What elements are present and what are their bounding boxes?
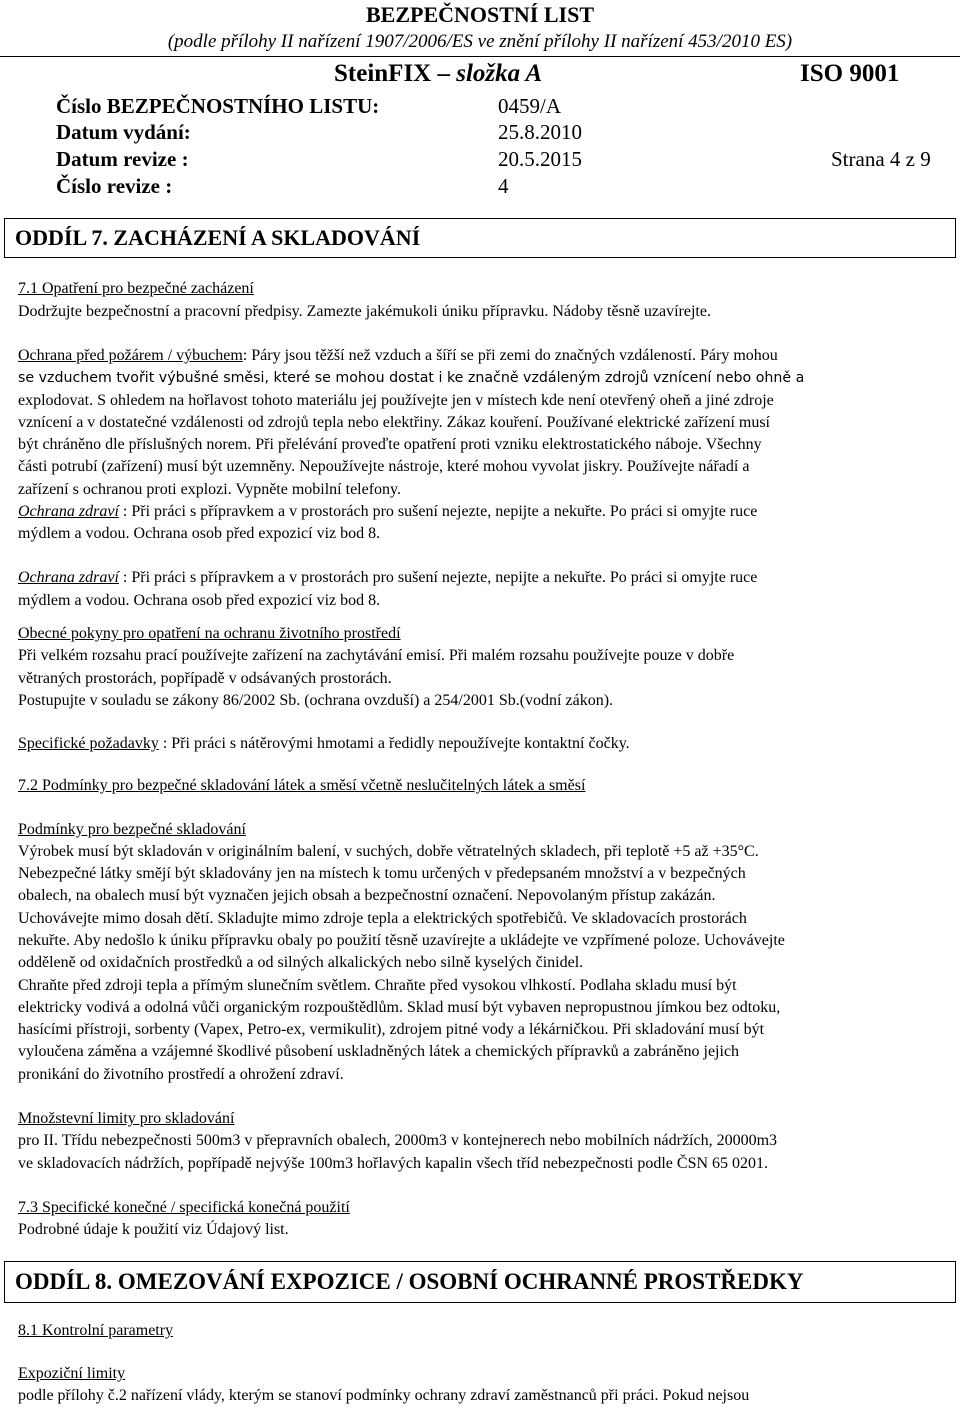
document-title: BEZPEČNOSTNÍ LIST xyxy=(365,2,595,27)
storage-line-10: vyloučena záměna a vzájemné škodlivé působení uskladněných látek a chemických přípravků a zabráněno jejich xyxy=(18,1043,740,1060)
fire-protection-line-5: být chráněno dle příslušných norem. Při přelévání proveďte opatření proti vzniku elektrostatického náboje. Všechny xyxy=(18,436,762,453)
health-protection-label: Ochrana zdraví xyxy=(18,503,119,520)
fire-protection-line-1: Ochrana před požárem / výbuchem: Páry jsou těžší než vzduch a šíří se při zemi do značných vzdáleností. Páry mohou xyxy=(18,347,778,364)
health-protection-2-line-1: Ochrana zdraví : Při práci s přípravkem a v prostorách pro sušení nejezte, nepijte a nekuřte. Po práci si omyjte ruce xyxy=(18,569,758,586)
specific-requirements-label: Specifické požadavky xyxy=(18,735,159,752)
storage-line-6: odděleně od oxidačních prostředků a od silných alkalických nebo silně kyselých činidel. xyxy=(18,954,584,971)
fire-protection-line-2: se vzduchem tvořit výbušné směsi, které se mohou dostat i ke značně vzdáleným zdrojů vznícení nebo ohně a xyxy=(18,370,805,386)
sheet-number: 0459/A xyxy=(498,94,561,118)
environment-title: Obecné pokyny pro opatření na ochranu životního prostředí xyxy=(18,625,401,642)
revision-date: 20.5.2015 xyxy=(498,147,582,171)
section-7-3-title: 7.3 Specifické konečné / specifická konečná použití xyxy=(18,1199,350,1216)
limits-line-2: ve skladovacích nádržích, popřípadě nejvýše 100m3 hořlavých kapalin všech tříd nebezpečnosti podle ČSN 65 0201. xyxy=(18,1155,769,1172)
issue-date: 25.8.2010 xyxy=(498,120,582,144)
document-subtitle: (podle přílohy II nařízení 1907/2006/ES ve znění přílohy II nařízení 453/2010 ES) xyxy=(167,31,793,52)
section-7-1-text: Dodržujte bezpečnostní a pracovní předpisy. Zamezte jakémukoli úniku přípravku. Nádoby těsně uzavírejte. xyxy=(18,303,711,320)
exposure-limits-line-1: podle přílohy č.2 nařízení vlády, kterým se stanoví podmínky ochrany zdraví zaměstnanců při práci. Pokud nejsou xyxy=(18,1387,750,1404)
section-8-heading: ODDÍL 8. OMEZOVÁNÍ EXPOZICE / OSOBNÍ OCHRANNÉ PROSTŘEDKY xyxy=(4,1261,956,1303)
section-8-1-title: 8.1 Kontrolní parametry xyxy=(18,1322,174,1339)
storage-line-9: hasícími přístroji, sorbenty (Vapex, Petro-ex, vermikulit), zdrojem pitné vody a lékárničkou. Při skladování musí být xyxy=(18,1021,765,1038)
sheet-number-label: Číslo BEZPEČNOSTNÍHO LISTU: xyxy=(56,94,380,118)
health-protection-line-2: mýdlem a vodou. Ochrana osob před expozicí viz bod 8. xyxy=(18,525,381,542)
limits-line-1: pro II. Třídu nebezpečnosti 500m3 v přepravních obalech, 2000m3 v kontejnerech nebo mobilních nádržích, 20000m3 xyxy=(18,1132,778,1149)
storage-title: Podmínky pro bezpečné skladování xyxy=(18,821,246,838)
storage-line-2: Nebezpečné látky smějí být skladovány jen na místech k tomu určených v předepsaném množství a v bezpečných xyxy=(18,865,746,882)
page-number: Strana 4 z 9 xyxy=(831,147,931,171)
product-separator: – xyxy=(437,60,450,87)
storage-line-1: Výrobek musí být skladován v originálním balení, v suchých, dobře větratelných skladech, při teplotě +5 až +35°C. xyxy=(18,843,759,860)
health-protection-line-1: Ochrana zdraví : Při práci s přípravkem a v prostorách pro sušení nejezte, nepijte a nekuřte. Po práci si omyjte ruce xyxy=(18,503,758,520)
product-line xyxy=(334,60,542,88)
exposure-limits-title: Expoziční limity xyxy=(18,1365,126,1382)
environment-line-3: Postupujte v souladu se zákony 86/2002 Sb. (ochrana ovzduší) a 254/2001 Sb.(vodní zákon). xyxy=(18,692,614,709)
revision-date-label: Datum revize : xyxy=(56,147,189,171)
storage-line-7: Chraňte před zdroji tepla a přímým slunečním světlem. Chraňte před vysokou vlhkostí. Podlaha skladu musí být xyxy=(18,977,737,994)
environment-line-2: větraných prostorách, popřípadě v odsávaných prostorách. xyxy=(18,670,392,687)
section-7-1-title: 7.1 Opatření pro bezpečné zacházení xyxy=(18,280,254,297)
section-7-heading: ODDÍL 7. ZACHÁZENÍ A SKLADOVÁNÍ xyxy=(4,218,956,258)
storage-line-8: elektricky vodivá a odolná vůči organickým rozpouštědlům. Sklad musí být vybaven nepropustnou jímkou bez odtoku, xyxy=(18,999,781,1016)
storage-line-5: nekuřte. Aby nedošlo k úniku přípravku obaly po použití těsně uzavírejte a ukládejte ve vzpřímené poloze. Uchovávejte xyxy=(18,932,785,949)
fire-protection-line-4: vznícení a v dostatečné vzdálenosti od zdrojů tepla nebo elektřiny. Zákaz kouření. Používané elektrické zařízení musí xyxy=(18,414,770,431)
revision-number: 4 xyxy=(498,174,509,198)
storage-line-4: Uchovávejte mimo dosah dětí. Skladujte mimo zdroje tepla a elektrických spotřebičů. Ve skladovacích prostorách xyxy=(18,910,747,927)
header-rule xyxy=(0,56,960,57)
section-7-2-title: 7.2 Podmínky pro bezpečné skladování látek a směsí včetně neslučitelných látek a směsí xyxy=(18,777,586,794)
fire-protection-label: Ochrana před požárem / výbuchem xyxy=(18,347,243,364)
product-component: složka A xyxy=(456,60,543,87)
storage-line-3: obalech, na obalech musí být vyznačen jejich obsah a bezpečnostní označení. Nepovolaným přístup zakázán. xyxy=(18,887,716,904)
revision-number-label: Číslo revize : xyxy=(56,174,173,198)
health-protection-2-line-2: mýdlem a vodou. Ochrana osob před expozicí viz bod 8. xyxy=(18,592,381,609)
specific-requirements: Specifické požadavky : Při práci s nátěrovými hmotami a ředidly nepoužívejte kontaktní čočky. xyxy=(18,735,630,752)
product-name: SteinFIX xyxy=(334,60,432,87)
issue-date-label: Datum vydání: xyxy=(56,120,191,144)
section-7-3-text: Podrobné údaje k použití viz Údajový list. xyxy=(18,1221,289,1238)
health-protection-2-label: Ochrana zdraví xyxy=(18,569,119,586)
fire-protection-line-6: části potrubí (zařízení) musí být uzemněny. Nepoužívejte nástroje, které mohou vyvolat jiskry. Používejte nářadí a xyxy=(18,458,750,475)
iso-label: ISO 9001 xyxy=(800,60,900,87)
fire-protection-line-7: zařízení s ochranou proti explozi. Vypněte mobilní telefony. xyxy=(18,481,401,498)
fire-protection-line-3: explodovat. S ohledem na hořlavost tohoto materiálu jej používejte jen v místech kde není otevřený oheň a jiné zdroje xyxy=(18,392,774,409)
limits-title: Množstevní limity pro skladování xyxy=(18,1110,235,1127)
environment-line-1: Při velkém rozsahu prací používejte zařízení na zachytávání emisí. Při malém rozsahu používejte pouze v dobře xyxy=(18,647,735,664)
storage-line-11: pronikání do životního prostředí a ohrožení zdraví. xyxy=(18,1066,344,1083)
